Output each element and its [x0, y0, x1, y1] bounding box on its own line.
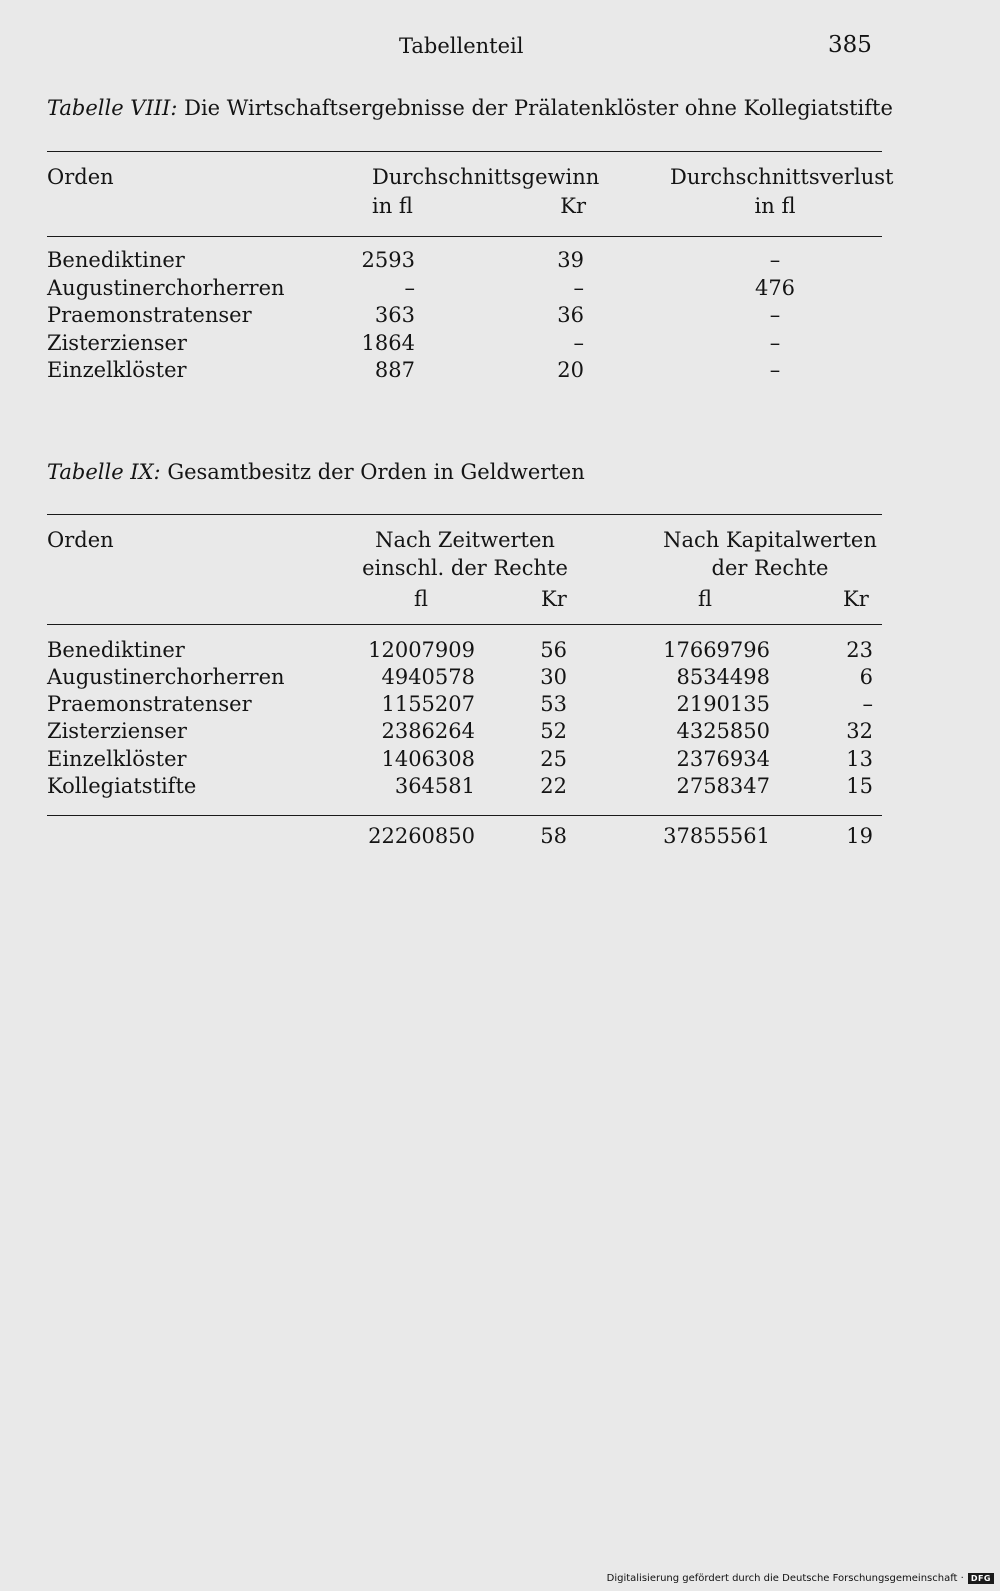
table8-cell-orden: Praemonstratenser: [47, 303, 252, 327]
table9-cell-kap-kr: 15: [846, 774, 873, 798]
table8-cell-kr: 36: [557, 303, 584, 327]
table8-cell-kr: 20: [557, 358, 584, 382]
table9-cell-zeit-fl: 1406308: [381, 747, 475, 771]
table9-cell-zeit-fl: 2386264: [381, 719, 475, 743]
table9-caption-text: Gesamtbesitz der Orden in Geldwerten: [167, 460, 585, 484]
table8-cell-fl: 887: [374, 358, 415, 382]
table9-cell-kap-kr: 32: [846, 719, 873, 743]
table9-cell-orden: Einzelklöster: [47, 747, 187, 771]
table8-cell-kr: 39: [557, 248, 584, 272]
digitization-footer: [607, 1573, 994, 1584]
table8-header-rule: [47, 236, 882, 237]
table9-total-kap-kr: 19: [846, 824, 873, 848]
table9-cell-kap-kr: 13: [846, 747, 873, 771]
table9-cell-orden: Benediktiner: [47, 638, 185, 662]
table9-cell-zeit-fl: 12007909: [368, 638, 475, 662]
table8-cell-verlust: –: [769, 303, 781, 327]
table9-cell-kap-kr: 23: [846, 638, 873, 662]
table9-total-kap-fl: 37855561: [663, 824, 770, 848]
table9-cell-kap-fl: 2758347: [676, 774, 770, 798]
table9-header-orden: Orden: [47, 528, 114, 552]
table9-header-kap-1: Nach Kapitalwerten: [663, 528, 877, 552]
table9-cell-zeit-kr: 56: [540, 638, 567, 662]
table8-cell-verlust: –: [769, 358, 781, 382]
table9-cell-kap-fl: 2190135: [676, 692, 770, 716]
table8-caption: [47, 98, 893, 119]
table8-caption-label: Tabelle VIII:: [47, 96, 178, 120]
table9-top-rule: [47, 514, 882, 515]
table9-cell-zeit-kr: 30: [540, 665, 567, 689]
table9-cell-zeit-kr: 52: [540, 719, 567, 743]
table8-header-gewinn: Durchschnittsgewinn: [372, 165, 600, 189]
table9-header-zeit-fl: fl: [414, 587, 429, 611]
table9-caption: [47, 462, 585, 483]
table9-header-zeit-2: einschl. der Rechte: [362, 556, 568, 580]
table9-total-rule: [47, 815, 882, 816]
table9-cell-kap-kr: 6: [859, 665, 873, 689]
table9-cell-orden: Praemonstratenser: [47, 692, 252, 716]
table8-header-gewinn-fl: in fl: [372, 194, 413, 218]
table8-cell-verlust: –: [769, 331, 781, 355]
running-header-title: Tabellenteil: [399, 34, 524, 58]
table8-cell-fl: –: [404, 276, 415, 300]
table9-cell-zeit-fl: 1155207: [381, 692, 475, 716]
table9-cell-zeit-kr: 53: [540, 692, 567, 716]
table9-cell-kap-fl: 8534498: [676, 665, 770, 689]
table8-cell-fl: 1864: [361, 331, 415, 355]
table8-cell-kr: –: [573, 331, 584, 355]
table8-cell-orden: Benediktiner: [47, 248, 185, 272]
table8-header-verlust-fl: in fl: [754, 194, 796, 218]
table9-cell-zeit-fl: 4940578: [381, 665, 475, 689]
table9-caption-label: Tabelle IX:: [47, 460, 161, 484]
table8-caption-text: Die Wirtschaftsergebnisse der Prälatenklöster ohne Kollegiatstifte: [184, 96, 893, 120]
page-number: 385: [828, 32, 872, 58]
footer-text: Digitalisierung gefördert durch die Deutsche Forschungsgemeinschaft ·: [606, 1573, 964, 1584]
table9-cell-orden: Kollegiatstifte: [47, 774, 197, 798]
table8-cell-verlust: –: [769, 248, 781, 272]
table9-cell-kap-fl: 17669796: [663, 638, 770, 662]
table9-cell-zeit-kr: 22: [540, 774, 567, 798]
table8-cell-kr: –: [573, 276, 584, 300]
table9-header-kap-kr: Kr: [843, 587, 869, 611]
table9-cell-zeit-kr: 25: [540, 747, 567, 771]
table8-cell-fl: 2593: [361, 248, 415, 272]
table9-header-zeit-kr: Kr: [541, 587, 567, 611]
table9-header-kap-fl: fl: [698, 587, 713, 611]
table9-header-rule: [47, 624, 882, 625]
table8-header-verlust: Durchschnittsverlust: [670, 165, 894, 189]
table8-header-gewinn-kr: Kr: [560, 194, 586, 218]
table9-cell-orden: Zisterzienser: [47, 719, 187, 743]
table8-cell-fl: 363: [374, 303, 415, 327]
table8-cell-orden: Augustinerchorherren: [47, 276, 285, 300]
table8-header-orden: Orden: [47, 165, 114, 189]
table8-cell-verlust: 476: [754, 276, 796, 300]
dfg-logo-icon: DFG: [968, 1573, 994, 1584]
table9-cell-kap-kr: –: [862, 692, 873, 716]
table8-cell-orden: Einzelklöster: [47, 358, 187, 382]
table9-total-zeit-fl: 22260850: [368, 824, 475, 848]
table9-total-zeit-kr: 58: [540, 824, 567, 848]
table9-cell-orden: Augustinerchorherren: [47, 665, 285, 689]
table8-cell-orden: Zisterzienser: [47, 331, 187, 355]
table8-top-rule: [47, 151, 882, 152]
table9-header-zeit-1: Nach Zeitwerten: [375, 528, 555, 552]
table9-cell-zeit-fl: 364581: [394, 774, 475, 798]
table9-cell-kap-fl: 2376934: [676, 747, 770, 771]
table9-cell-kap-fl: 4325850: [676, 719, 770, 743]
table9-header-kap-2: der Rechte: [711, 556, 829, 580]
